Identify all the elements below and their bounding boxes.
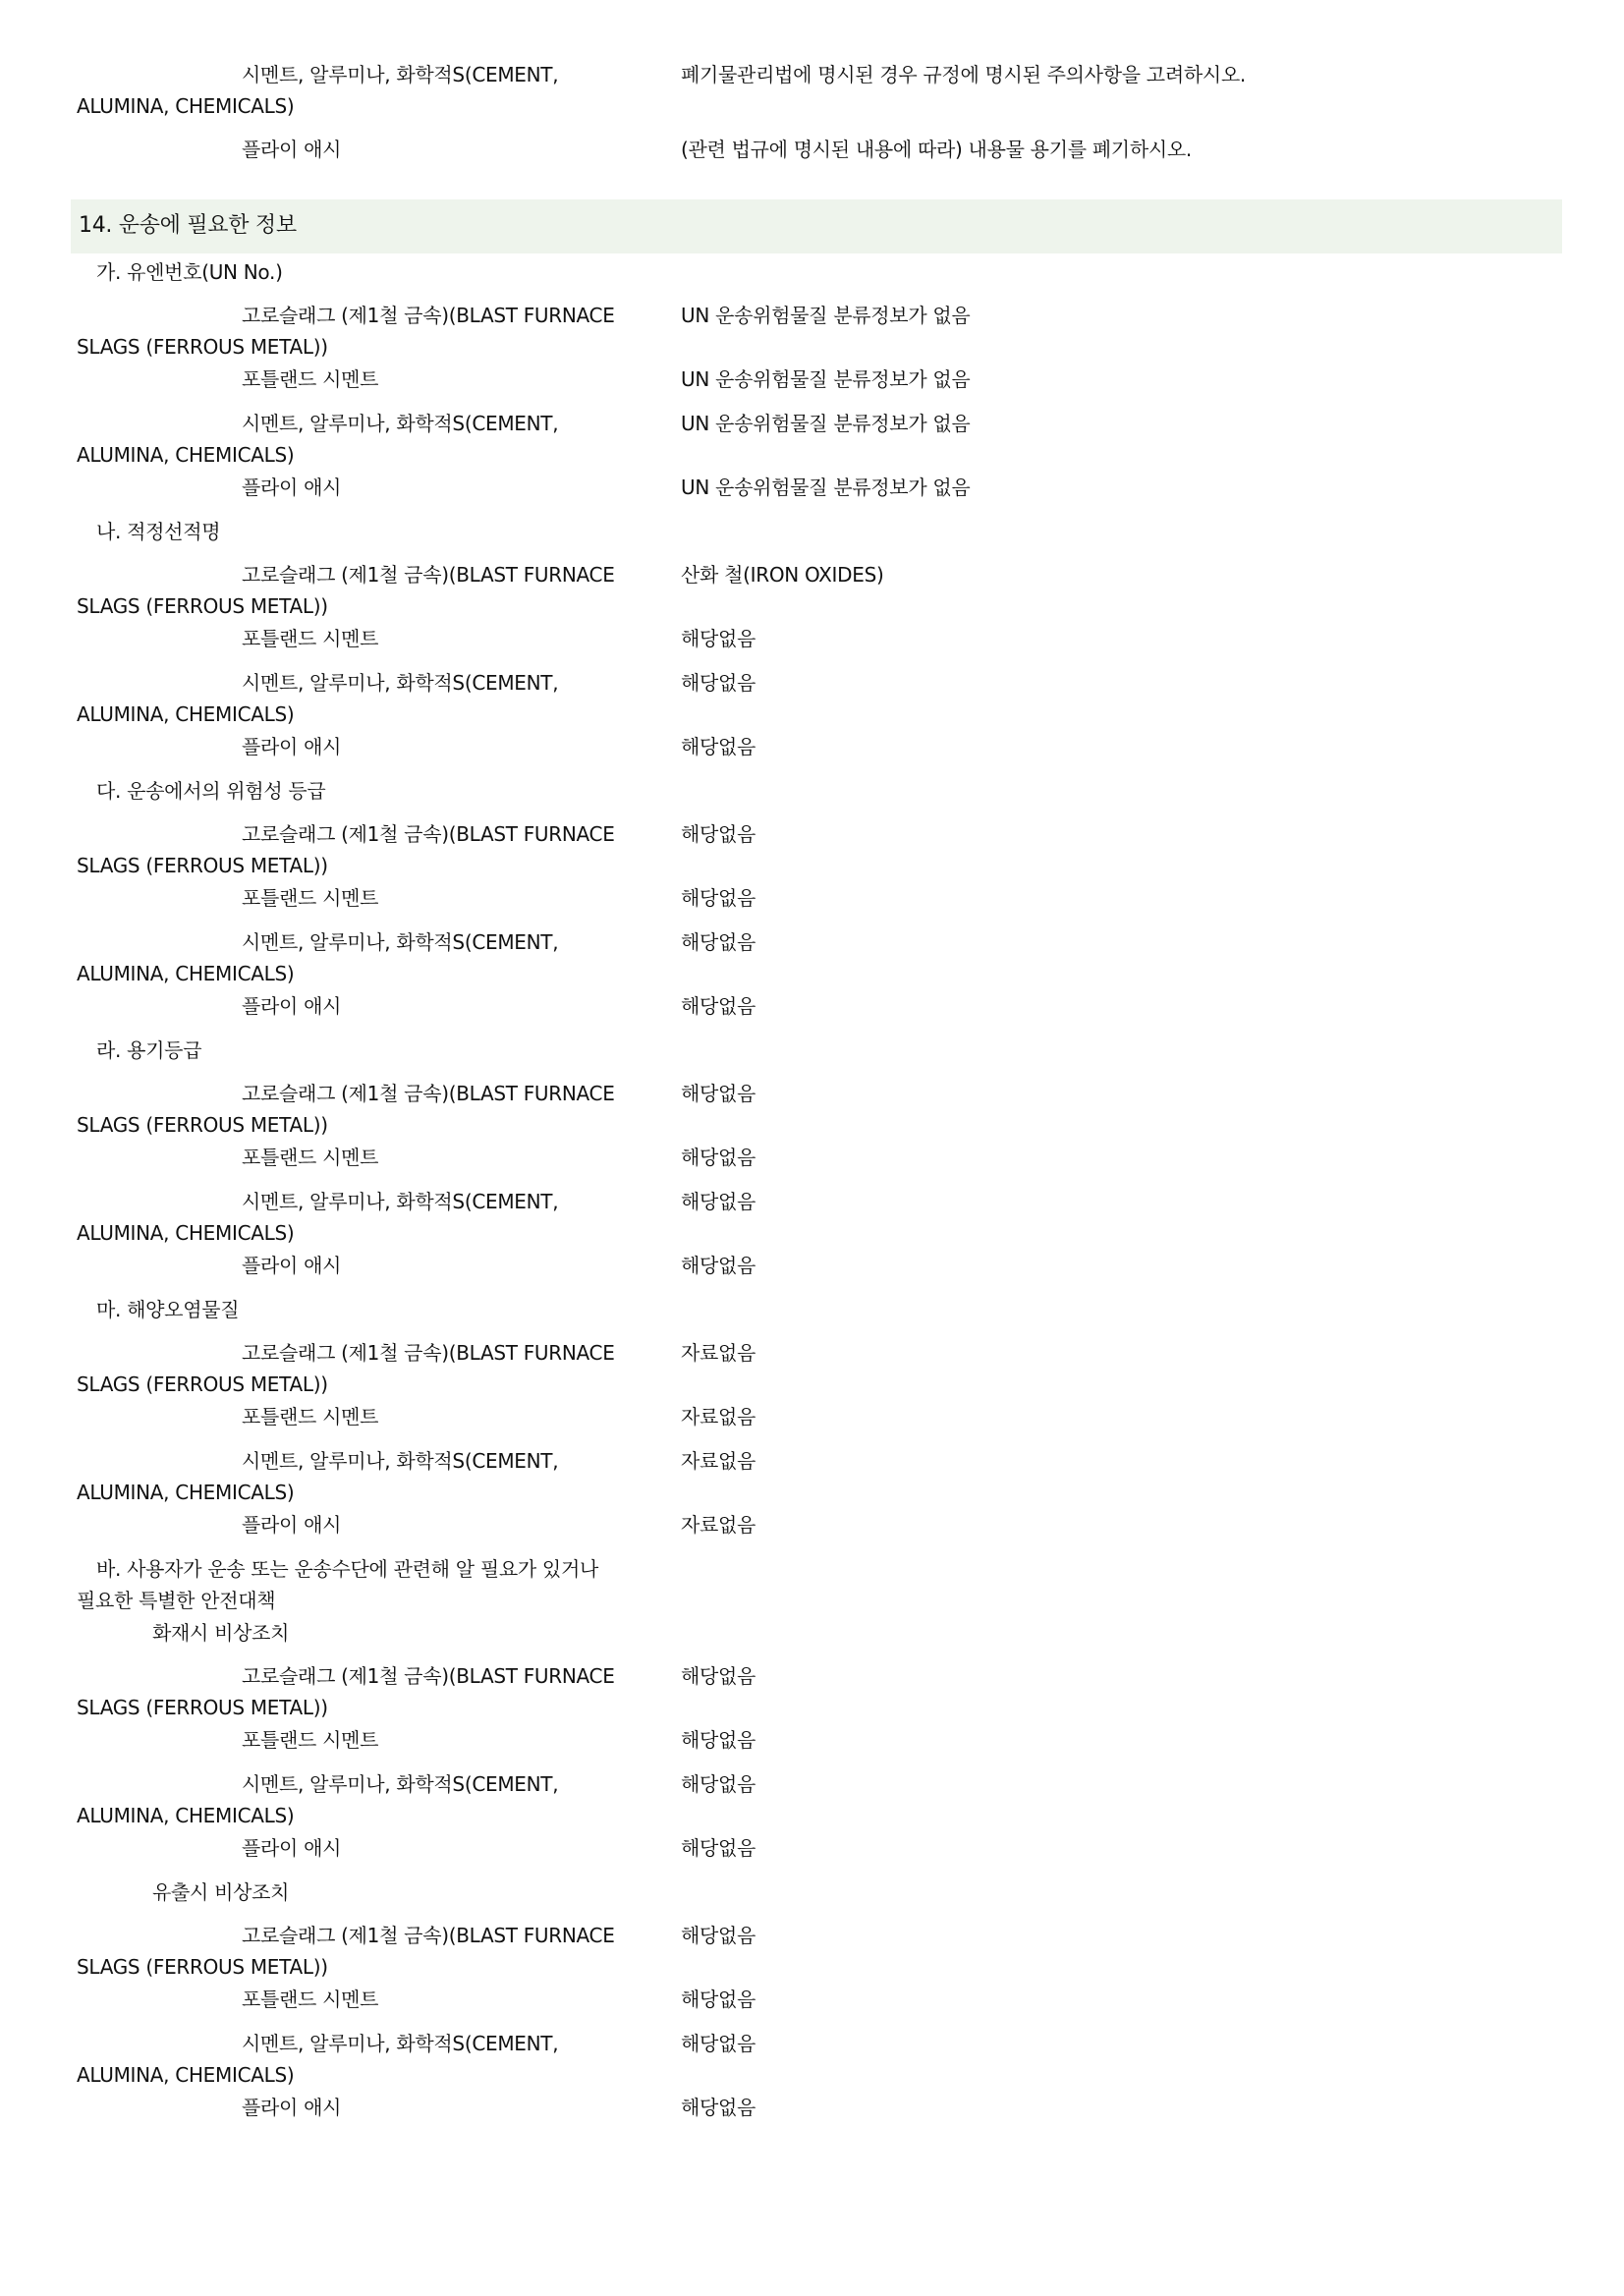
transport-value: 해당없음 xyxy=(681,1254,756,1277)
material-name-wrap: SLAGS (FERROUS METAL)) xyxy=(77,1955,328,1979)
disposal-value: 폐기물관리법에 명시된 경우 규정에 명시된 주의사항을 고려하시오. xyxy=(681,63,1246,86)
material-name: 시멘트, 알루미나, 화학적S(CEMENT, xyxy=(242,1449,559,1473)
transport-value: 해당없음 xyxy=(681,930,756,954)
material-name: 시멘트, 알루미나, 화학적S(CEMENT, xyxy=(242,930,559,954)
transport-value: 해당없음 xyxy=(681,1924,756,1947)
subsection-title: 나. 적정선적명 xyxy=(96,520,221,543)
material-name-wrap: ALUMINA, CHEMICALS) xyxy=(77,1221,295,1245)
material-name: 고로슬래그 (제1철 금속)(BLAST FURNACE xyxy=(242,1924,615,1947)
transport-value: UN 운송위험물질 분류정보가 없음 xyxy=(681,476,971,499)
transport-value: 자료없음 xyxy=(681,1449,756,1473)
transport-value: 해당없음 xyxy=(681,1772,756,1796)
material-name: 포틀랜드 시멘트 xyxy=(242,1988,379,2011)
material-name: 시멘트, 알루미나, 화학적S(CEMENT, xyxy=(242,2032,559,2055)
material-name: 시멘트, 알루미나, 화학적S(CEMENT, xyxy=(242,1190,559,1213)
material-name: 플라이 애시 xyxy=(242,138,342,161)
material-name: 포틀랜드 시멘트 xyxy=(242,1728,379,1752)
transport-value: UN 운송위험물질 분류정보가 없음 xyxy=(681,412,971,435)
transport-value: 해당없음 xyxy=(681,671,756,695)
spill-measures-title: 유출시 비상조치 xyxy=(152,1880,290,1904)
material-name-wrap: SLAGS (FERROUS METAL)) xyxy=(77,335,328,359)
material-name: 시멘트, 알루미나, 화학적S(CEMENT, xyxy=(242,1772,559,1796)
disposal-value: (관련 법규에 명시된 내용에 따라) 내용물 용기를 폐기하시오. xyxy=(681,138,1192,161)
material-name: 플라이 애시 xyxy=(242,476,342,499)
material-name: 플라이 애시 xyxy=(242,735,342,758)
material-name: 플라이 애시 xyxy=(242,2096,342,2119)
material-name-wrap: SLAGS (FERROUS METAL)) xyxy=(77,854,328,877)
material-name: 고로슬래그 (제1철 금속)(BLAST FURNACE xyxy=(242,563,615,587)
transport-value: 산화 철(IRON OXIDES) xyxy=(681,563,884,587)
transport-value: 자료없음 xyxy=(681,1341,756,1365)
material-name-wrap: ALUMINA, CHEMICALS) xyxy=(77,443,295,467)
subsection-title: 라. 용기등급 xyxy=(96,1038,202,1062)
material-name: 포틀랜드 시멘트 xyxy=(242,886,379,910)
material-name: 고로슬래그 (제1철 금속)(BLAST FURNACE xyxy=(242,1082,615,1105)
material-name-wrap: ALUMINA, CHEMICALS) xyxy=(77,2063,295,2087)
transport-value: 해당없음 xyxy=(681,735,756,758)
material-name: 포틀랜드 시멘트 xyxy=(242,367,379,391)
material-name-wrap: ALUMINA, CHEMICALS) xyxy=(77,94,295,118)
material-name: 시멘트, 알루미나, 화학적S(CEMENT, xyxy=(242,63,559,86)
material-name: 포틀랜드 시멘트 xyxy=(242,1405,379,1428)
transport-value: 해당없음 xyxy=(681,1664,756,1688)
subsection-title: 가. 유엔번호(UN No.) xyxy=(96,260,283,284)
material-name-wrap: ALUMINA, CHEMICALS) xyxy=(77,702,295,726)
transport-value: UN 운송위험물질 분류정보가 없음 xyxy=(681,304,971,327)
material-name: 플라이 애시 xyxy=(242,1836,342,1860)
material-name-wrap: SLAGS (FERROUS METAL)) xyxy=(77,1372,328,1396)
transport-value: 해당없음 xyxy=(681,994,756,1018)
material-name: 플라이 애시 xyxy=(242,994,342,1018)
material-name-wrap: ALUMINA, CHEMICALS) xyxy=(77,1804,295,1827)
material-name-wrap: SLAGS (FERROUS METAL)) xyxy=(77,1696,328,1719)
transport-value: 해당없음 xyxy=(681,627,756,650)
transport-value: 해당없음 xyxy=(681,2096,756,2119)
material-name: 고로슬래그 (제1철 금속)(BLAST FURNACE xyxy=(242,1341,615,1365)
transport-value: 자료없음 xyxy=(681,1405,756,1428)
transport-value: 해당없음 xyxy=(681,1146,756,1169)
transport-value: 해당없음 xyxy=(681,1728,756,1752)
transport-value: 해당없음 xyxy=(681,822,756,846)
section-title: 14. 운송에 필요한 정보 xyxy=(79,213,297,238)
material-name-wrap: ALUMINA, CHEMICALS) xyxy=(77,962,295,985)
material-name: 포틀랜드 시멘트 xyxy=(242,1146,379,1169)
material-name: 시멘트, 알루미나, 화학적S(CEMENT, xyxy=(242,671,559,695)
material-name: 고로슬래그 (제1철 금속)(BLAST FURNACE xyxy=(242,304,615,327)
material-name: 고로슬래그 (제1철 금속)(BLAST FURNACE xyxy=(242,822,615,846)
transport-value: UN 운송위험물질 분류정보가 없음 xyxy=(681,367,971,391)
material-name: 플라이 애시 xyxy=(242,1513,342,1537)
transport-value: 해당없음 xyxy=(681,2032,756,2055)
transport-value: 해당없음 xyxy=(681,1082,756,1105)
material-name-wrap: SLAGS (FERROUS METAL)) xyxy=(77,594,328,618)
subsection-title: 다. 운송에서의 위험성 등급 xyxy=(96,779,326,803)
subsection-title-wrap: 필요한 특별한 안전대책 xyxy=(77,1589,276,1612)
transport-value: 해당없음 xyxy=(681,1988,756,2011)
transport-value: 해당없음 xyxy=(681,1836,756,1860)
material-name: 포틀랜드 시멘트 xyxy=(242,627,379,650)
material-name: 플라이 애시 xyxy=(242,1254,342,1277)
subsection-title: 바. 사용자가 운송 또는 운송수단에 관련해 알 필요가 있거나 xyxy=(96,1557,598,1581)
material-name: 시멘트, 알루미나, 화학적S(CEMENT, xyxy=(242,412,559,435)
subsection-title: 마. 해양오염물질 xyxy=(96,1298,240,1321)
material-name: 고로슬래그 (제1철 금속)(BLAST FURNACE xyxy=(242,1664,615,1688)
transport-value: 자료없음 xyxy=(681,1513,756,1537)
fire-measures-title: 화재시 비상조치 xyxy=(152,1621,290,1645)
transport-value: 해당없음 xyxy=(681,886,756,910)
transport-value: 해당없음 xyxy=(681,1190,756,1213)
material-name-wrap: ALUMINA, CHEMICALS) xyxy=(77,1481,295,1504)
material-name-wrap: SLAGS (FERROUS METAL)) xyxy=(77,1113,328,1137)
